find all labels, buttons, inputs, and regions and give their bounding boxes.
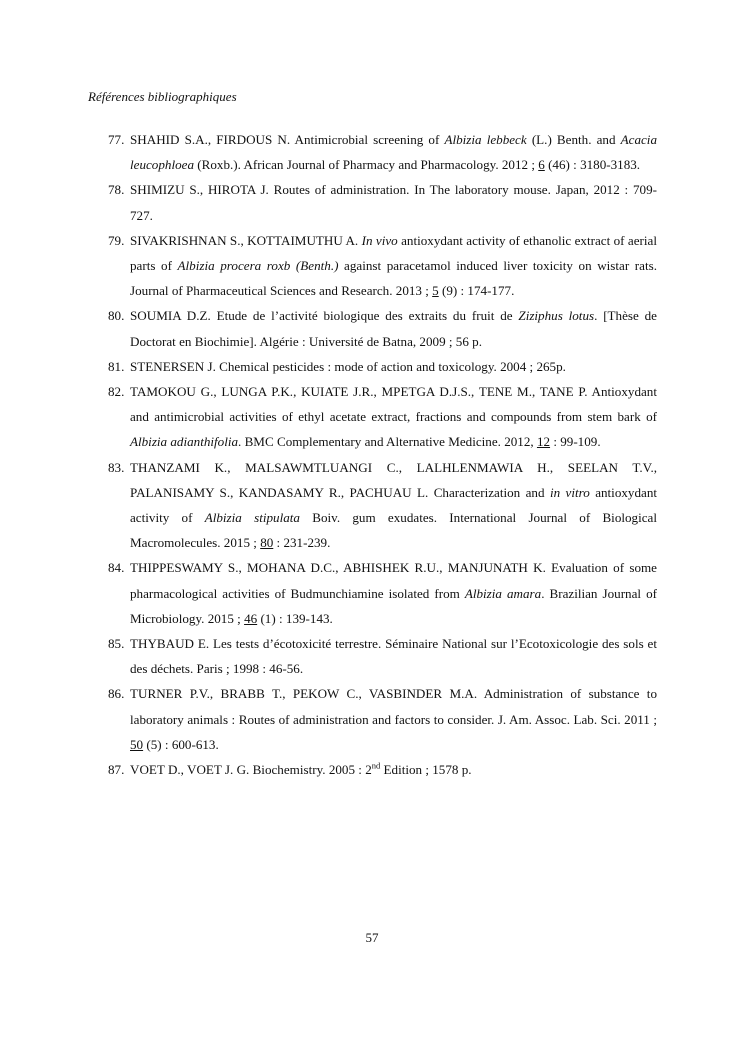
- reference-item: [108, 228, 657, 304]
- running-header: Références bibliographiques: [88, 89, 237, 104]
- reference-text-segment: SOUMIA D.Z. Etude de l’activité biologique des extraits du fruit de: [130, 308, 519, 324]
- reference-number: 84.: [108, 560, 125, 576]
- reference-text-segment: Acacia leucophloea: [130, 132, 657, 173]
- reference-number: 85.: [108, 636, 125, 652]
- reference-text-segment: (9) : 174-177.: [438, 283, 515, 299]
- reference-text-segment: In vivo: [361, 232, 398, 248]
- reference-text-segment: (L.) Benth. and: [526, 132, 621, 147]
- reference-item: [108, 555, 657, 631]
- reference-text-segment: against paracetamol induced liver toxicity on wistar rats. Journal of Pharmaceutical Sciences and Research. 2013 ;: [130, 258, 657, 299]
- reference-number: 87.: [108, 762, 125, 778]
- reference-text-segment: (5) : 600-613.: [143, 736, 219, 752]
- reference-text-segment: TURNER P.V., BRABB T., PEKOW C., VASBINDER M.A. Administration of substance to laboratory animals : Routes of administration and factors to consider. J. Am. Assoc. Lab. Sci. 2011 ;: [130, 686, 657, 727]
- reference-text-segment: THIPPESWAMY S., MOHANA D.C., ABHISHEK R.U., MANJUNATH K. Evaluation of some pharmacological activities of Budmunchiamine isolated from: [130, 560, 657, 601]
- reference-number: 78.: [108, 182, 125, 198]
- reference-text-segment: Boiv. gum exudates. International Journal of Biological Macromolecules. 2015 ;: [130, 510, 658, 551]
- reference-text-segment: nd: [371, 760, 381, 771]
- reference-text-segment: : 99-109.: [550, 434, 601, 450]
- reference-text-segment: 6: [538, 157, 545, 173]
- reference-text-segment: SIVAKRISHNAN S., KOTTAIMUTHU A.: [130, 232, 362, 248]
- reference-text-segment: VOET D., VOET J. G. Biochemistry. 2005 : 2: [130, 762, 372, 778]
- reference-text-segment: (1) : 139-143.: [257, 610, 333, 626]
- reference-number: 80.: [108, 308, 125, 324]
- reference-item: [108, 631, 657, 681]
- reference-text-segment: 80: [260, 535, 274, 551]
- reference-item: [108, 303, 657, 353]
- reference-text-segment: Albizia amara: [464, 585, 542, 601]
- reference-item: [108, 127, 657, 177]
- reference-text-segment: Albizia procera roxb (Benth.): [177, 258, 339, 274]
- reference-text-segment: . [Thèse de Doctorat en Biochimie]. Algérie : Université de Batna, 2009 ; 56 p.: [130, 308, 657, 349]
- reference-text-segment: in vitro: [549, 484, 590, 500]
- reference-text-segment: . BMC Complementary and Alternative Medicine. 2012,: [238, 434, 537, 450]
- reference-text-segment: 46: [244, 610, 258, 626]
- reference-number: 86.: [108, 686, 125, 702]
- reference-text-segment: . Brazilian Journal of Microbiology. 2015 ;: [130, 585, 657, 626]
- reference-item: [108, 177, 657, 227]
- reference-text-segment: (Roxb.). African Journal of Pharmacy and Pharmacology. 2012 ;: [194, 157, 539, 173]
- reference-item: [108, 379, 657, 455]
- reference-item: [108, 681, 657, 757]
- reference-text-segment: antioxydant activity of: [130, 484, 658, 526]
- reference-text-segment: Albizia stipulata: [204, 510, 300, 526]
- reference-text-segment: 12: [536, 434, 551, 450]
- page-number: 57: [365, 930, 379, 945]
- reference-text-segment: STENERSEN J. Chemical pesticides : mode of action and toxicology. 2004 ; 265p.: [130, 358, 566, 374]
- reference-number: 79.: [108, 232, 125, 248]
- reference-text-segment: (46) : 3180-3183.: [544, 157, 641, 173]
- reference-text-segment: Albizia lebbeck: [444, 132, 527, 147]
- reference-text-segment: THYBAUD E. Les tests d’écotoxicité terrestre. Séminaire National sur l’Ecotoxicologie des sols et des déchets. Paris ; 1998 : 46-56.: [130, 636, 657, 677]
- reference-number: 81.: [108, 358, 125, 374]
- reference-list: [108, 127, 657, 782]
- reference-text-segment: 5: [432, 283, 439, 299]
- reference-text-segment: 50: [130, 736, 144, 752]
- reference-text-segment: Ziziphus lotus: [518, 308, 595, 324]
- reference-item: [108, 757, 657, 782]
- reference-text-segment: : 231-239.: [273, 535, 331, 551]
- reference-text-segment: SHAHID S.A., FIRDOUS N. Antimicrobial screening of: [130, 132, 445, 147]
- reference-text-segment: Albizia adianthifolia: [130, 434, 239, 450]
- reference-text-segment: TAMOKOU G., LUNGA P.K., KUIATE J.R., MPETGA D.J.S., TENE M., TANE P. Antioxydant and antimicrobial activities of ethyl acetate extract, fractions and compounds from stem bark of: [130, 384, 657, 425]
- reference-number: 83.: [108, 459, 125, 475]
- reference-item: [108, 354, 657, 379]
- reference-number: 77.: [108, 132, 125, 147]
- reference-number: 82.: [108, 384, 125, 400]
- reference-text-segment: SHIMIZU S., HIROTA J. Routes of administration. In The laboratory mouse. Japan, 2012 : 709-727.: [130, 182, 657, 223]
- reference-text-segment: THANZAMI K., MALSAWMTLUANGI C., LALHLENMAWIA H., SEELAN T.V., PALANISAMY S., KANDASAMY R., PACHUAU L. Characterization and: [130, 459, 657, 500]
- reference-text-segment: Edition ; 1578 p.: [380, 762, 472, 778]
- reference-text-segment: antioxydant activity of ethanolic extract of aerial parts of: [130, 232, 657, 274]
- reference-item: [108, 455, 657, 556]
